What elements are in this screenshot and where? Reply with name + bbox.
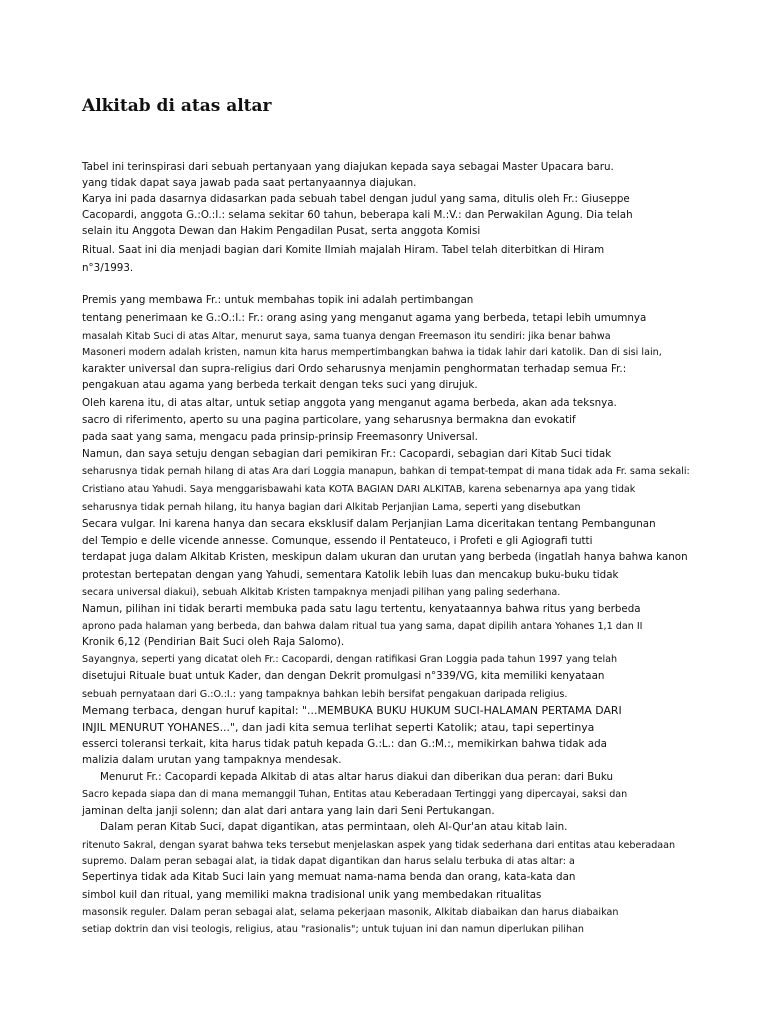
text-line: Masoneri modern adalah kristen, namun kita harus mempertimbangkan bahwa ia tidak lahir dari katolik. Dan di sisi lain,: [82, 347, 662, 358]
text-line: Sacro kepada siapa dan di mana memanggil Tuhan, Entitas atau Keberadaan Tertinggi yang dipercayai, saksi dan: [82, 789, 628, 800]
text-line: Memang terbaca, dengan huruf kapital: "...MEMBUKA BUKU HUKUM SUCI-HALAMAN PERTAMA DARI: [82, 704, 622, 717]
text-line: selain itu Anggota Dewan dan Hakim Pengadilan Pusat, serta anggota Komisi: [82, 225, 481, 237]
text-line: Sepertinya tidak ada Kitab Suci lain yang memuat nama-nama benda dan orang, kata-kata dan: [82, 871, 576, 883]
text-line: Karya ini pada dasarnya didasarkan pada sebuah tabel dengan judul yang sama, ditulis oleh Fr.: Giuseppe: [82, 193, 630, 205]
text-line: esserci toleransi terkait, kita harus tidak patuh kepada G.:L.: dan G.:M.:, memikirkan bahwa tidak ada: [82, 738, 607, 750]
text-line: Sayangnya, seperti yang dicatat oleh Fr.: Cacopardi, dengan ratifikasi Gran Loggia pada tahun 1997 yang telah: [82, 654, 618, 665]
text-line: karakter universal dan supra-religius dari Ordo seharusnya menjamin penghormatan terhadap semua Fr.:: [82, 363, 627, 375]
text-line: disetujui Rituale buat untuk Kader, dan dengan Dekrit promulgasi n°339/VG, kita memiliki kenyataan: [82, 670, 605, 682]
text-line: secara universal diakui), sebuah Alkitab Kristen tampaknya menjadi pilihan yang paling sederhana.: [82, 587, 561, 598]
text-line: malizia dalam urutan yang tampaknya mendesak.: [82, 754, 342, 766]
text-line: Tabel ini terinspirasi dari sebuah pertanyaan yang diajukan kepada saya sebagai Master Upacara baru.: [82, 161, 614, 173]
text-line: sacro di riferimento, aperto su una pagina particolare, yang seharusnya bermakna dan evokatif: [82, 414, 576, 426]
text-line: simbol kuil dan ritual, yang memiliki makna tradisional unik yang membedakan ritualitas: [82, 889, 542, 901]
text-line: seharusnya tidak pernah hilang, itu hanya bagian dari Alkitab Perjanjian Lama, seperti yang disebutkan: [82, 502, 581, 513]
text-line: Oleh karena itu, di atas altar, untuk setiap anggota yang menganut agama berbeda, akan ada teksnya.: [82, 397, 617, 409]
text-line: Ritual. Saat ini dia menjadi bagian dari Komite Ilmiah majalah Hiram. Tabel telah diterbitkan di Hiram: [82, 244, 605, 256]
text-line: Namun, dan saya setuju dengan sebagian dari pemikiran Fr.: Cacopardi, sebagian dari Kitab Suci tidak: [82, 448, 612, 460]
text-line: jaminan delta janji solenn; dan alat dari antara yang lain dari Seni Pertukangan.: [82, 805, 495, 817]
text-line: masonsik reguler. Dalam peran sebagai alat, selama pekerjaan masonik, Alkitab diabaikan dan harus diabaikan: [82, 907, 619, 918]
text-line: Premis yang membawa Fr.: untuk membahas topik ini adalah pertimbangan: [82, 294, 474, 306]
text-line: n°3/1993.: [82, 262, 134, 274]
text-line: tentang penerimaan ke G.:O.:I.: Fr.: orang asing yang menganut agama yang berbeda, tetapi lebih umumnya: [82, 312, 647, 324]
text-line: yang tidak dapat saya jawab pada saat pertanyaannya diajukan.: [82, 177, 417, 189]
text-line: Kronik 6,12 (Pendirian Bait Suci oleh Raja Salomo).: [82, 636, 345, 648]
text-line: Namun, pilihan ini tidak berarti membuka pada satu lagu tertentu, kenyataannya bahwa ritus yang berbeda: [82, 603, 641, 615]
text-line: masalah Kitab Suci di atas Altar, menurut saya, sama tuanya dengan Freemason itu sendiri: jika benar bahwa: [82, 331, 611, 342]
text-line: seharusnya tidak pernah hilang di atas Ara dari Loggia manapun, bahkan di tempat-tempat di mana tidak ada Fr. sama sekali:: [82, 466, 690, 477]
text-line: INJIL MENURUT YOHANES...", dan jadi kita semua terlihat seperti Katolik; atau, tapi sepertinya: [82, 721, 595, 734]
document-title: Alkitab di atas altar: [82, 96, 272, 116]
text-line: Cacopardi, anggota G.:O.:I.: selama sekitar 60 tahun, beberapa kali M.:V.: dan Perwakilan Agung. Dia telah: [82, 209, 633, 221]
text-line: pada saat yang sama, mengacu pada prinsip-prinsip Freemasonry Universal.: [82, 431, 478, 443]
text-line: aprono pada halaman yang berbeda, dan bahwa dalam ritual tua yang sama, dapat dipilih antara Yohanes 1,1 dan II: [82, 621, 643, 632]
text-line: ritenuto Sakral, dengan syarat bahwa teks tersebut menjelaskan aspek yang tidak sederhana dari entitas atau keberadaan: [82, 840, 676, 851]
text-line: terdapat juga dalam Alkitab Kristen, meskipun dalam ukuran dan urutan yang berbeda (ingatlah hanya bahwa kanon: [82, 551, 688, 563]
text-line: setiap doktrin dan visi teologis, religius, atau "rasionalis"; untuk tujuan ini dan namun diperlukan pilihan: [82, 924, 584, 935]
text-line: Dalam peran Kitab Suci, dapat digantikan, atas permintaan, oleh Al-Qur'an atau kitab lain.: [100, 821, 568, 833]
text-line: Menurut Fr.: Cacopardi kepada Alkitab di atas altar harus diakui dan diberikan dua peran: dari Buku: [100, 771, 614, 783]
text-line: pengakuan atau agama yang berbeda terkait dengan teks suci yang dirujuk.: [82, 379, 478, 391]
text-line: sebuah pernyataan dari G.:O.:I.: yang tampaknya bahkan lebih bersifat pengakuan daripada religius.: [82, 689, 568, 700]
text-line: Cristiano atau Yahudi. Saya menggarisbawahi kata KOTA BAGIAN DARI ALKITAB, karena sebenarnya apa yang tidak: [82, 484, 636, 495]
text-line: supremo. Dalam peran sebagai alat, ia tidak dapat digantikan dan harus selalu terbuka di atas altar: a: [82, 856, 575, 867]
text-line: Secara vulgar. Ini karena hanya dan secara eksklusif dalam Perjanjian Lama diceritakan tentang Pembangunan: [82, 518, 656, 530]
text-line: del Tempio e delle vicende annesse. Comunque, essendo il Pentateuco, i Profeti e gli Agiografi tutti: [82, 535, 593, 547]
text-line: protestan bertepatan dengan yang Yahudi, sementara Katolik lebih luas dan mencakup buku-buku tidak: [82, 569, 619, 581]
